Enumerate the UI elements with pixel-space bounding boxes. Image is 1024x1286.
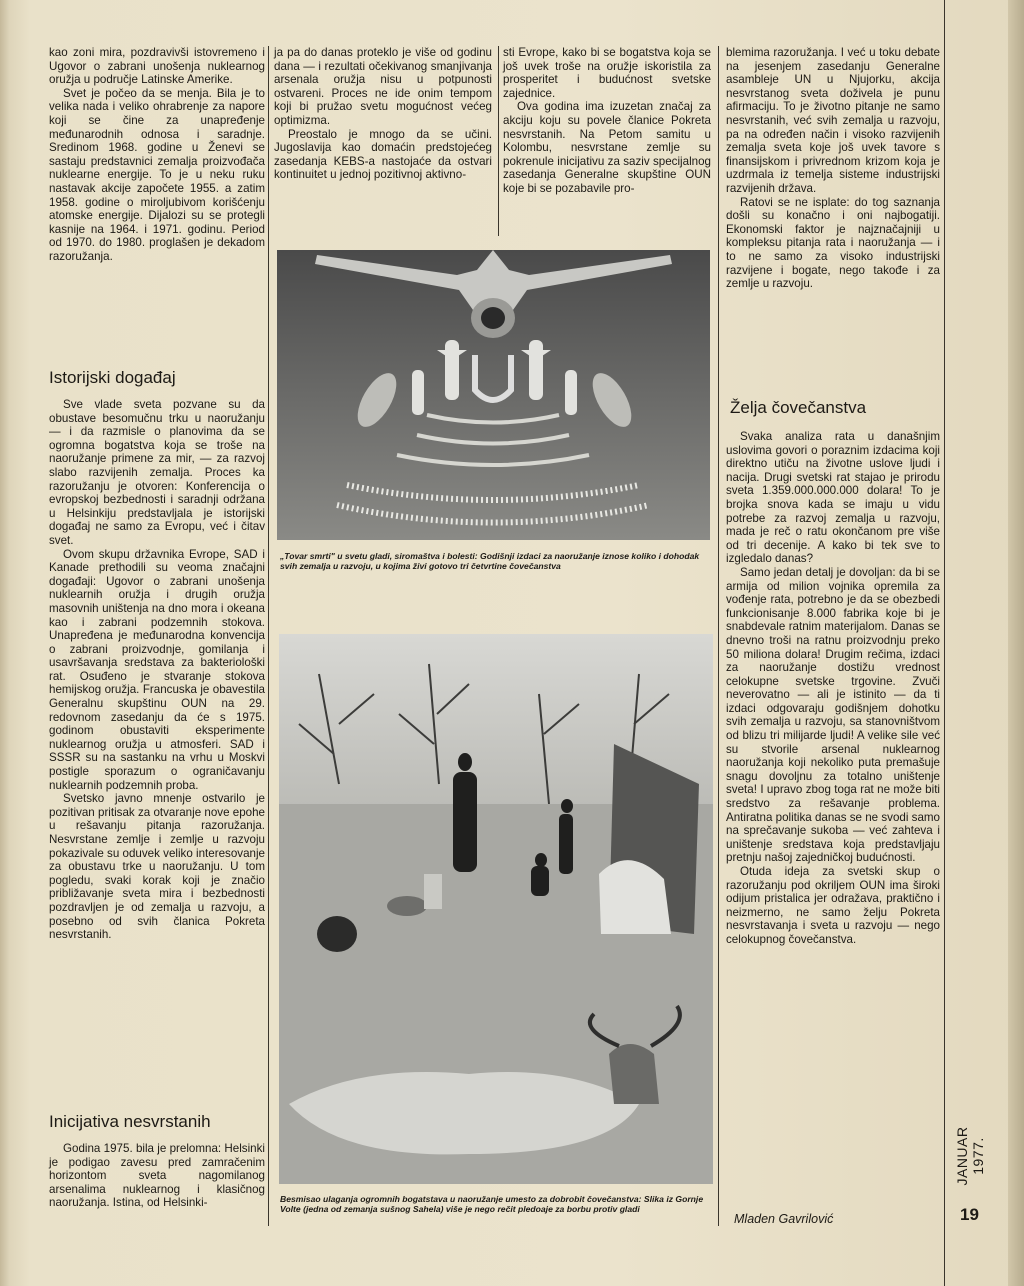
text-column-3 <box>503 46 711 196</box>
weapons-photo <box>277 250 710 540</box>
paragraph: Ratovi se ne isplate: do tog saznanja došli su konačno i oni najbogatiji. Ekonomski faktor je najznačajniji u kompleksu pitanja rata i naoružanja — i to ne samo za visoko industrijski razvijene i bogate, nego takođe i za zemlje u razvoju. <box>726 195 940 291</box>
column-rule <box>498 46 499 236</box>
paragraph: ja pa do danas proteklo je više od godinu dana — i rezultati očekivanog smanjivanja arsenala oružja nisu u potpunosti ostvareni. Proces ne ide onim tempom koji bi pružao svetu mogućnost većeg optimizma. <box>274 46 492 127</box>
column-rule <box>944 0 945 1286</box>
author-signature: Mladen Gavrilović <box>734 1212 834 1226</box>
column-rule <box>718 46 719 1226</box>
text-column-1b <box>49 398 265 942</box>
paragraph: blemima razoružanja. I već u toku debate na jesenjem zasedanju Generalne asambleje UN u Njujorku, akcija nesvrstanog sveta doživela je punu afirmaciju. To je životno pitanje ne samo nesvrstanih, već svih zemalja u razvoju, pa na određen način i visoko razvijenih zemalja sveta koje još uvek tavore s finansijskom i privrednom krizom koja je uzdrmala iz temelja sisteme industrijski razvijenih država. <box>726 46 940 195</box>
page-left-edge <box>0 0 10 1286</box>
paragraph: sti Evrope, kako bi se bogatstva koja se još uvek troše na oružje iskoristila za prosperitet i budućnost svetske zajednice. <box>503 46 711 100</box>
page-right-edge <box>1008 0 1024 1286</box>
section-heading: Želja čovečanstva <box>730 398 867 417</box>
paragraph: Preostalo je mnogo da se učini. Jugoslavija kao domaćin predstojećeg zasedanja KEBS-a nastojaće da ostvari kontinuitet u jednoj pozitivnoj aktivno- <box>274 127 492 182</box>
paragraph: Sve vlade sveta pozvane su da obustave besomučnu trku u naoružanju — i da razmisle o planovima da se ogromna bogatstva koja se troše na naoružanje primene za mir, — za razvoj slabo razvijenih zemalja. Proces ka razoružanju je otvoren: Konferencija o evropskoj bezbednosti i saradnji održana u Helsinkiju predstavljala je istorijski događaj ne samo za Evropu, već i čitav svet. <box>49 398 265 547</box>
photo-caption-1: „Tovar smrti" u svetu gladi, siromaštva i bolesti: Godišnji izdaci za naoružanje iznose koliko i dohodak svih zemalja u razvoju, u kojima živi gotovo tri četvrtine čovečanstva <box>280 551 700 572</box>
paragraph: Ova godina ima izuzetan značaj za akciju koju su povele članice Pokreta nesvrstanih. Na Petom samitu u Kolombu, nesvrstane zemlje su pokrenule inicijativu za saziv specijalnog zasedanja Generalne skupštine OUN koje bi se pozabavile pro- <box>503 100 711 195</box>
aircraft-weapons-illustration <box>277 250 710 540</box>
column-rule <box>268 46 269 1226</box>
text-column-4 <box>726 46 940 291</box>
section-heading: Inicijativa nesvrstanih <box>49 1112 211 1131</box>
paragraph: kao zoni mira, pozdravivši istovremeno i Ugovor o zabrani unošenja nuklearnog oružja u područje Latinske Amerike. <box>49 46 265 87</box>
paragraph: Otuda ideja za svetski skup o razoružanju pod okriljem OUN ima široki odijum pristalica jer odražava, praktično i neizmerno, ne samo želju Pokreta nesvrstavanja i sveta u razvoju — nego celokupnog čovečanstva. <box>726 865 940 946</box>
paragraph: Svet je počeo da se menja. Bila je to velika nada i veliko ohrabrenje za napore koji se čine za unapređenje međunarodnih odnosa i saradnje. Sredinom 1968. godine u Ženevi se sastaju predstavnici zemalja proizvođača nuklearne energije. To je u neku ruku nastavak akcije započete 1955. a zatim 1958. godine o miroljubivom korišćenju atomske energije. Dijalozi su se protegli kasnije na 1964. i 1971. godinu. Period od 1970. do 1980. proglašen je dekadom razoružanja. <box>49 86 265 263</box>
paragraph: Ovom skupu državnika Evrope, SAD i Kanade prethodili su veoma značajni događaji: Ugovor o zabrani unošenja nuklearnih oružja i drugih oružja masovnih uništenja na dno mora i okeana kao i zabrani podzemnih stokova. Unapređena je međunarodna konvencija o zabrani proizvodnje, gomilanja i usavršavanja sredstava za bakteriološki rat. Osuđeno je stvaranje stokova hemijskog oružja. Francuska je obavestila Generalnu skupštinu OUN na 29. redovnom zasedanju da će s 1975. godinom obustaviti eksperimente nuklearnog oružja u atmosferi. SAD i SSSR su na sastanku na vrhu u Moskvi postigle sporazum o ograničavanju nuklearnih podzemnih proba. <box>49 547 265 792</box>
photo-caption-2: Besmisao ulaganja ogromnih bogatstava u naoružanje umesto za dobrobit čovečanstva: Slika iz Gornje Volte (jedna od zemanja sušnog Sahela) više je nego rečit pledoaje za borbu protiv gladi <box>280 1194 704 1215</box>
text-column-1c <box>49 1142 265 1210</box>
issue-date: JANUAR 1977. <box>954 1126 986 1186</box>
drought-photo <box>279 634 713 1184</box>
text-column-2 <box>274 46 492 182</box>
paragraph: Samo jedan detalj je dovoljan: da bi se armija od milion vojnika opremila za vođenje rata, potrebno je da se obezbedi funkcionisanje 8.000 fabrika koje bi je snabdevale ratnim materijalom. Danas se dnevno troši na ratnu proizvodnju preko 50 miliona dolara! Drugim rečima, izdaci za naoružanje dostižu vrednost celokupne svetske trgovine. Zvuči neverovatno — ali je istinito — da ti izdaci odgovaraju godišnjem dohotku svih zemalja u razvoju, sa stanovništvom od blizu tri milijarde ljudi! A velike sile već su stvorile arsenal nuklearnog naoružanja koji nekoliko puta premašuje snagu dovoljnu za totalno uništenje sveta! I upravo zbog toga rat ne može biti sredstvo za rešavanje problema. Antiratna politika danas se ne svodi samo na sprečavanje sukoba — već zahteva i uništenje sredstava koja predstavljaju pretnju našoj zajedničkoj budućnosti. <box>726 565 940 865</box>
paragraph: Godina 1975. bila je prelomna: Helsinki je podigao zavesu pred zamračenim horizontom sveta nagomilanog arsenalima nuklearnog i klasičnog naoružanja. Istina, od Helsinki- <box>49 1142 265 1210</box>
text-column-4b <box>726 430 940 947</box>
sahel-village-illustration <box>279 634 713 1184</box>
section-heading: Istorijski događaj <box>49 368 176 387</box>
text-column-1 <box>49 46 265 264</box>
paragraph: Svetsko javno mnenje ostvarilo je pozitivan pritisak za otvaranje nove epohe u rešavanju pitanja razoružanja. Nesvrstane zemlje i zemlje u razvoju pokazivale su oduvek veliko interesovanje za obustavu trke u naoružanju. U tom pogledu, svaki korak koji je značio približavanje sveta mira i bezbednosti pozdravljen je od zemalja u razvoju, a posebno od svih članica Pokreta nesvrstanih. <box>49 792 265 942</box>
page-number: 19 <box>960 1205 979 1224</box>
paragraph: Svaka analiza rata u današnjim uslovima govori o poraznim izdacima koji direktno utiču na životne uslove ljudi i nacija. Drugi svetski rat stajao je prirodu sveta 1.359.000.000.000 dolara! To je brojka snova kada se imaju u vidu potrebe za razvoj zemalja u razvoju, mada je reč o ratu okončanom pre više od tri decenije. A kako bi tek sve to izgledalo danas? <box>726 430 940 566</box>
